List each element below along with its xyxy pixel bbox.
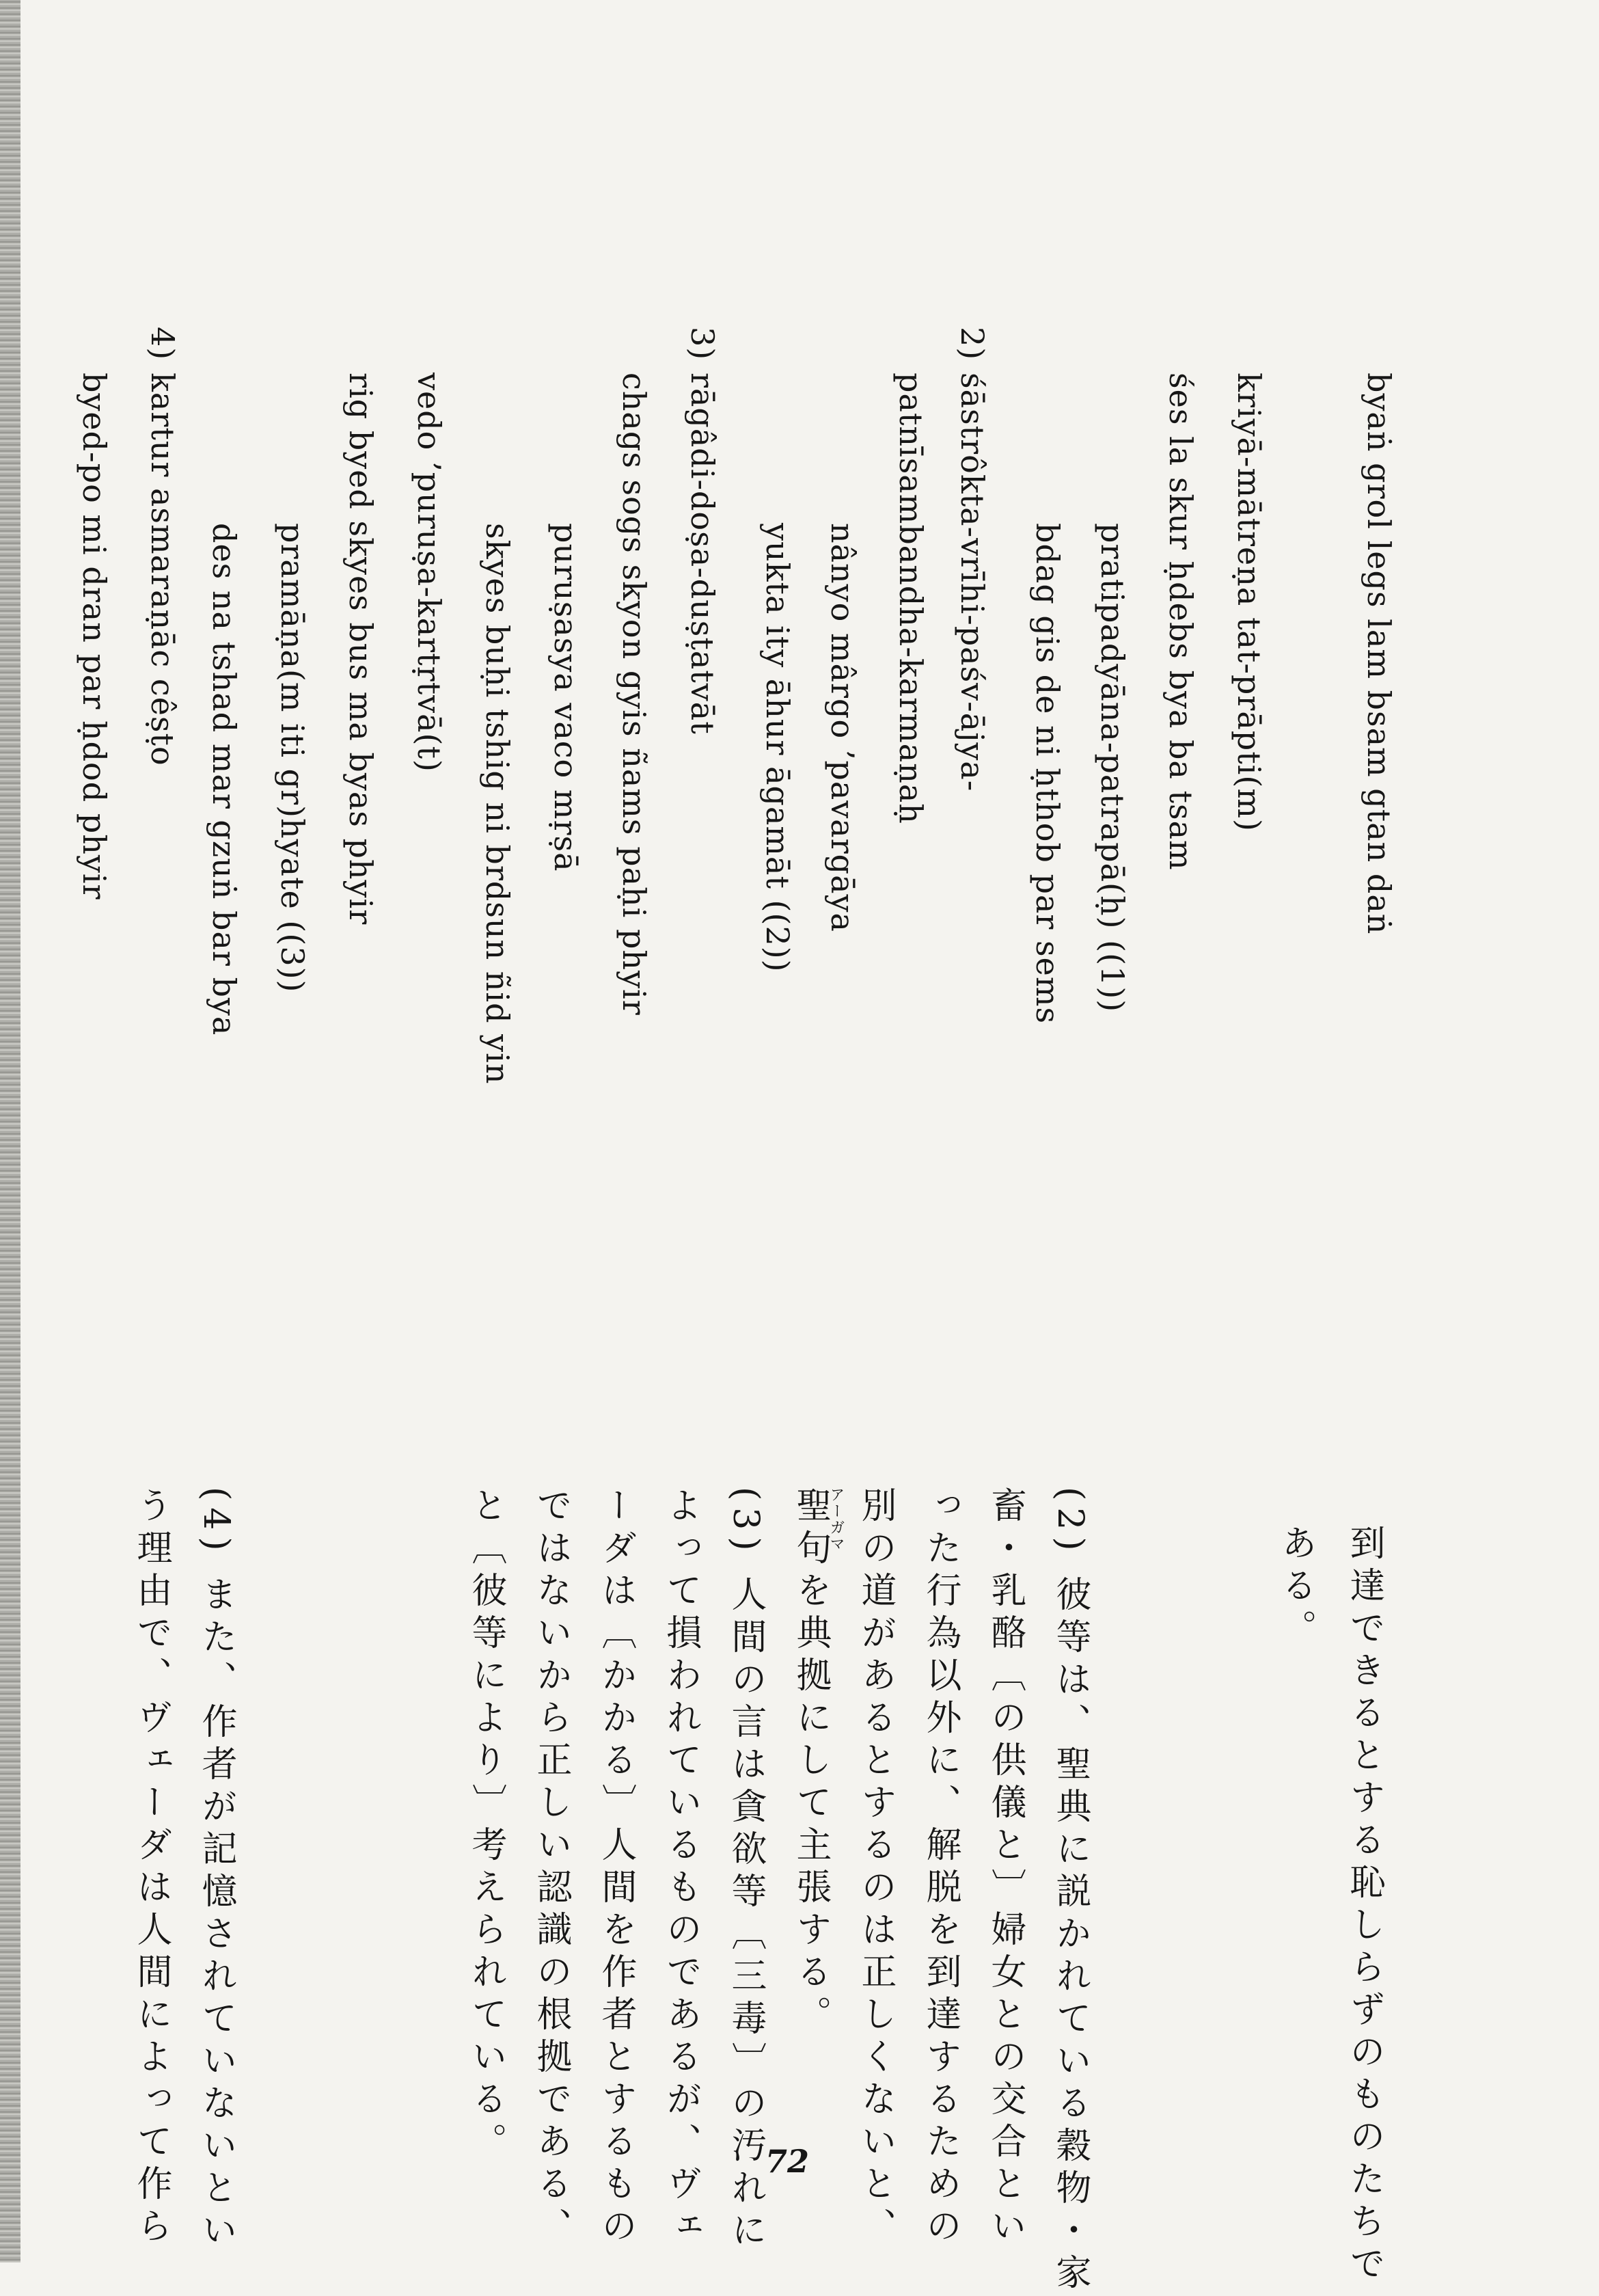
verse-line: nânyo mârgo ’pavargāya xyxy=(824,523,861,932)
translation-line: った行為以外に、解脱を到達するための xyxy=(920,1487,961,2250)
translation-line: (3) 人間の言は貪欲等〔三毒〕の汚れに xyxy=(725,1487,766,2254)
translation-line: 聖句を典拠にして主張する。 xyxy=(790,1487,831,2038)
verse-line: patnīsambandha-karmaṇaḥ xyxy=(892,373,929,824)
verse-line: śes la skur ḥdebs bya ba tsam xyxy=(1162,373,1199,871)
verse-line: śāstrôkta-vrīhi-paśv-ājya- xyxy=(954,373,991,792)
translation-line: と〔彼等により〕考えられている。 xyxy=(465,1487,506,2165)
verse-line: chags sogs skyon gyis ñams paḥi phyir xyxy=(616,373,653,1016)
verse-line: byed-po mi dran par ḥdod phyir xyxy=(76,373,113,900)
verse-line: pramāṇa(m iti gr)hyate ((3)) xyxy=(274,523,311,993)
page-number: 72 xyxy=(765,2143,810,2180)
scan-edge xyxy=(0,0,20,2263)
translation-line: 畜・乳酪〔の供儀と〕婦女との交合とい xyxy=(985,1487,1026,2250)
verse-line: rig byed skyes bus ma byas phyir xyxy=(342,373,379,926)
verse-line: yukta ity āhur āgamāt ((2)) xyxy=(759,523,796,973)
translation-line: よって損われているものであるが、ヴェ xyxy=(660,1487,701,2250)
verse-line: kriyā-mātreṇa tat-prāpti(m) xyxy=(1231,373,1268,832)
translation-line: ではないから正しい認識の根拠である、 xyxy=(530,1487,571,2250)
verse-line: vedo ’puruṣa-kartṛtvā(t) xyxy=(411,373,448,772)
verse-line: rāgâdi-doṣa-duṣṭatvāt xyxy=(684,373,721,735)
verse-line: pratipadyāna-patrapā(ḥ) ((1)) xyxy=(1094,523,1131,1013)
verse-line: kartur asmaraṇāc cêṣṭo xyxy=(144,373,181,766)
translation-line: う理由で、ヴェーダは人間によって作ら xyxy=(131,1487,172,2250)
verse-line: bdag gis de ni ḥthob par sems xyxy=(1029,523,1066,1025)
verse-line: skyes buḥi tshig ni brdsun ñid yin xyxy=(479,523,516,1085)
verse-line: puruṣasya vaco mṛṣā xyxy=(547,523,584,872)
translation-line: ーダは〔かかる〕人間を作者とするもの xyxy=(595,1487,636,2250)
verse-number: 2) xyxy=(954,327,991,361)
verse-line: byaṅ grol legs lam bsam gtan daṅ xyxy=(1361,373,1397,935)
translation-line: (4) また、作者が記憶されていないとい xyxy=(195,1487,236,2254)
verse-number: 4) xyxy=(144,327,181,361)
verse-line: des na tshad mar gzuṅ bar bya xyxy=(206,523,243,1036)
verse-number: 3) xyxy=(684,327,721,361)
ruby-agama: アーガマ xyxy=(828,1487,845,1552)
translation-line: (2) 彼等は、聖典に説かれている穀物・家 xyxy=(1050,1487,1091,2296)
translation-line: ある。 xyxy=(1275,1524,1316,1651)
translation-line: 到達できるとする恥しらずのものたちで xyxy=(1343,1524,1384,2287)
translation-line: 別の道があるとするのは正しくないと、 xyxy=(855,1487,896,2250)
